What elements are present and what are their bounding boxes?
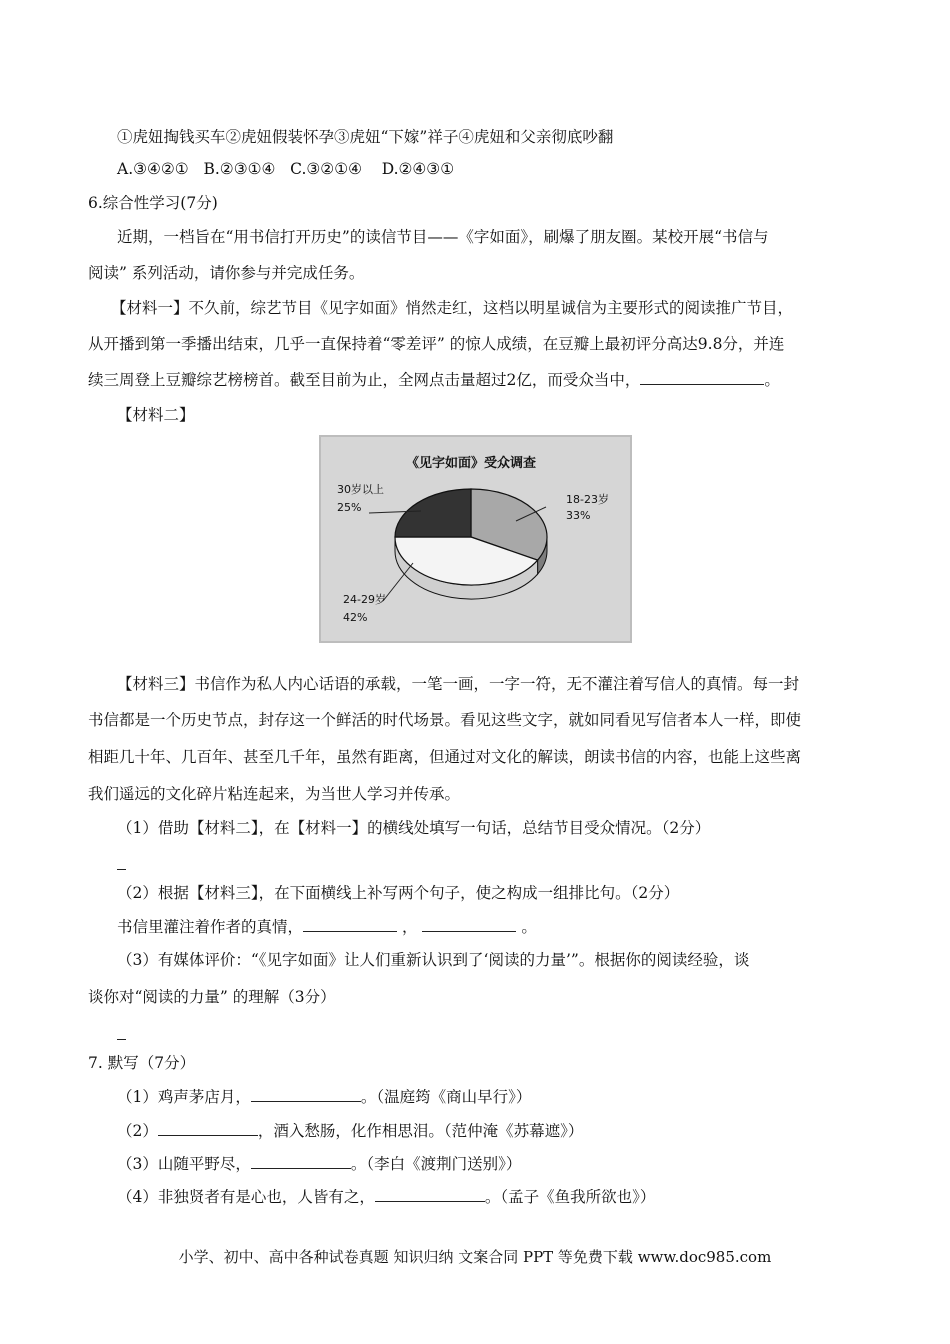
value-24-29: 42% bbox=[343, 611, 368, 624]
material3-line4: 我们遥远的文化碎片粘连起来，为当世人学习并传承。 bbox=[88, 785, 461, 803]
parallel-blank-2[interactable] bbox=[422, 917, 516, 932]
q7-item-1-prefix: （1）鸡声茅店月， bbox=[117, 1088, 251, 1106]
q5-events: ①虎妞掏钱买车②虎妞假装怀孕③虎妞“下嫁”祥子④虎妞和父亲彻底吵翻 bbox=[117, 128, 614, 146]
fill-prefix: 书信里灌注着作者的真情， bbox=[117, 918, 304, 936]
parallel-blank-1[interactable] bbox=[303, 917, 397, 932]
leader-line-24-29 bbox=[383, 563, 413, 601]
q5-options bbox=[117, 159, 454, 179]
q7-blank-1[interactable] bbox=[251, 1087, 361, 1102]
material2-label: 【材料二】 bbox=[117, 406, 195, 424]
q7-item-4-suffix: 。（孟子《鱼我所欲也》） bbox=[484, 1188, 656, 1206]
q7-item-2-suffix: ，酒入愁肠，化作相思泪。（范仲淹《苏幕遮》） bbox=[257, 1122, 584, 1140]
q7-item-3-prefix: （3）山随平野尽， bbox=[117, 1155, 251, 1173]
sub-question-1: （1）借助【材料二】，在【材料一】的横线处填写一句话，总结节目受众情况。（2分） bbox=[117, 819, 711, 837]
label-24-29: 24-29岁 bbox=[343, 593, 386, 606]
fill-comma: ， bbox=[401, 918, 418, 936]
q7-item-4 bbox=[117, 1187, 655, 1207]
q7-item-2 bbox=[117, 1121, 583, 1141]
q7-item-2-prefix: （2） bbox=[117, 1122, 158, 1140]
pie-slices bbox=[395, 489, 547, 599]
material1-line2: 从开播到第一季播出结束，几乎一直保持着“零差评” 的惊人成绩，在豆瓣上最初评分高达9.8分，并连 bbox=[88, 335, 785, 353]
pie-slice-30岁以上 bbox=[395, 489, 471, 537]
sub-question-2: （2）根据【材料三】，在下面横线上补写两个句子，使之构成一组排比句。（2分） bbox=[117, 884, 680, 902]
material1-line3 bbox=[88, 370, 780, 390]
material3-line1: 【材料三】书信作为私人内心话语的承载，一笔一画，一字一符，无不灌注着写信人的真情。每一封 bbox=[117, 675, 800, 693]
q7-heading: 7. 默写（7分） bbox=[88, 1054, 196, 1072]
q7-item-4-prefix: （4）非独贤者有是心也，人皆有之， bbox=[117, 1188, 375, 1206]
material3-line3: 相距几十年、几百年、甚至几千年，虽然有距离，但通过对文化的解读，朗读书信的内容，也能上这些离 bbox=[88, 748, 802, 766]
q7-blank-2[interactable] bbox=[158, 1121, 258, 1136]
material1-line1: 【材料一】不久前，综艺节目《见字如面》悄然走红，这档以明星诚信为主要形式的阅读推广节目， bbox=[111, 299, 794, 317]
material1-answer-blank[interactable] bbox=[640, 370, 764, 385]
sub-question-2-fill bbox=[117, 917, 537, 937]
q7-blank-4[interactable] bbox=[375, 1187, 485, 1202]
option-a: A.③④②① bbox=[117, 160, 189, 178]
q7-blank-3[interactable] bbox=[251, 1154, 351, 1169]
q7-item-3-suffix: 。（李白《渡荆门送别》） bbox=[350, 1155, 522, 1173]
chart-title: 《见字如面》受众调查 bbox=[405, 456, 537, 471]
material3-line2: 书信都是一个历史节点，封存这一个鲜活的时代场景。看见这些文字，就如同看见写信者本人一样，即使 bbox=[88, 711, 802, 729]
sub-question-3-line2: 谈你对“阅读的力量” 的理解（3分） bbox=[88, 988, 336, 1006]
pie-chart-svg bbox=[321, 437, 630, 641]
page-footer: 小学、初中、高中各种试卷真题 知识归纳 文案合同 PPT 等免费下载 www.doc985.com bbox=[178, 1248, 772, 1266]
answer-line-3[interactable] bbox=[117, 1025, 126, 1045]
q6-heading: 6.综合性学习(7分) bbox=[88, 194, 218, 212]
audience-pie-chart bbox=[319, 435, 632, 643]
q6-intro-line2: 阅读” 系列活动，请你参与并完成任务。 bbox=[88, 264, 365, 282]
material1-end: 。 bbox=[764, 371, 780, 389]
option-c: C.③②①④ bbox=[290, 160, 362, 178]
option-b: B.②③①④ bbox=[203, 160, 276, 178]
label-18-23: 18-23岁 bbox=[566, 493, 609, 506]
value-18-23: 33% bbox=[566, 509, 591, 522]
value-30plus: 25% bbox=[337, 501, 362, 514]
answer-line-1[interactable] bbox=[117, 855, 126, 875]
label-30plus: 30岁以上 bbox=[337, 483, 384, 496]
sub-question-3-line1: （3）有媒体评价：“《见字如面》让人们重新认识到了‘阅读的力量’”。根据你的阅读经验，谈 bbox=[117, 951, 750, 969]
fill-period: 。 bbox=[521, 918, 537, 936]
q7-item-1-suffix: 。（温庭筠《商山早行》） bbox=[360, 1088, 532, 1106]
material1-text: 续三周登上豆瓣综艺榜榜首。截至目前为止，全网点击量超过2亿，而受众当中， bbox=[88, 371, 641, 389]
q7-item-1 bbox=[117, 1087, 531, 1107]
q6-intro-line1: 近期，一档旨在“用书信打开历史”的读信节目——《字如面》，刷爆了朋友圈。某校开展“书信与 bbox=[117, 228, 769, 246]
option-d: D.②④③① bbox=[381, 160, 455, 178]
q7-item-3 bbox=[117, 1154, 521, 1174]
